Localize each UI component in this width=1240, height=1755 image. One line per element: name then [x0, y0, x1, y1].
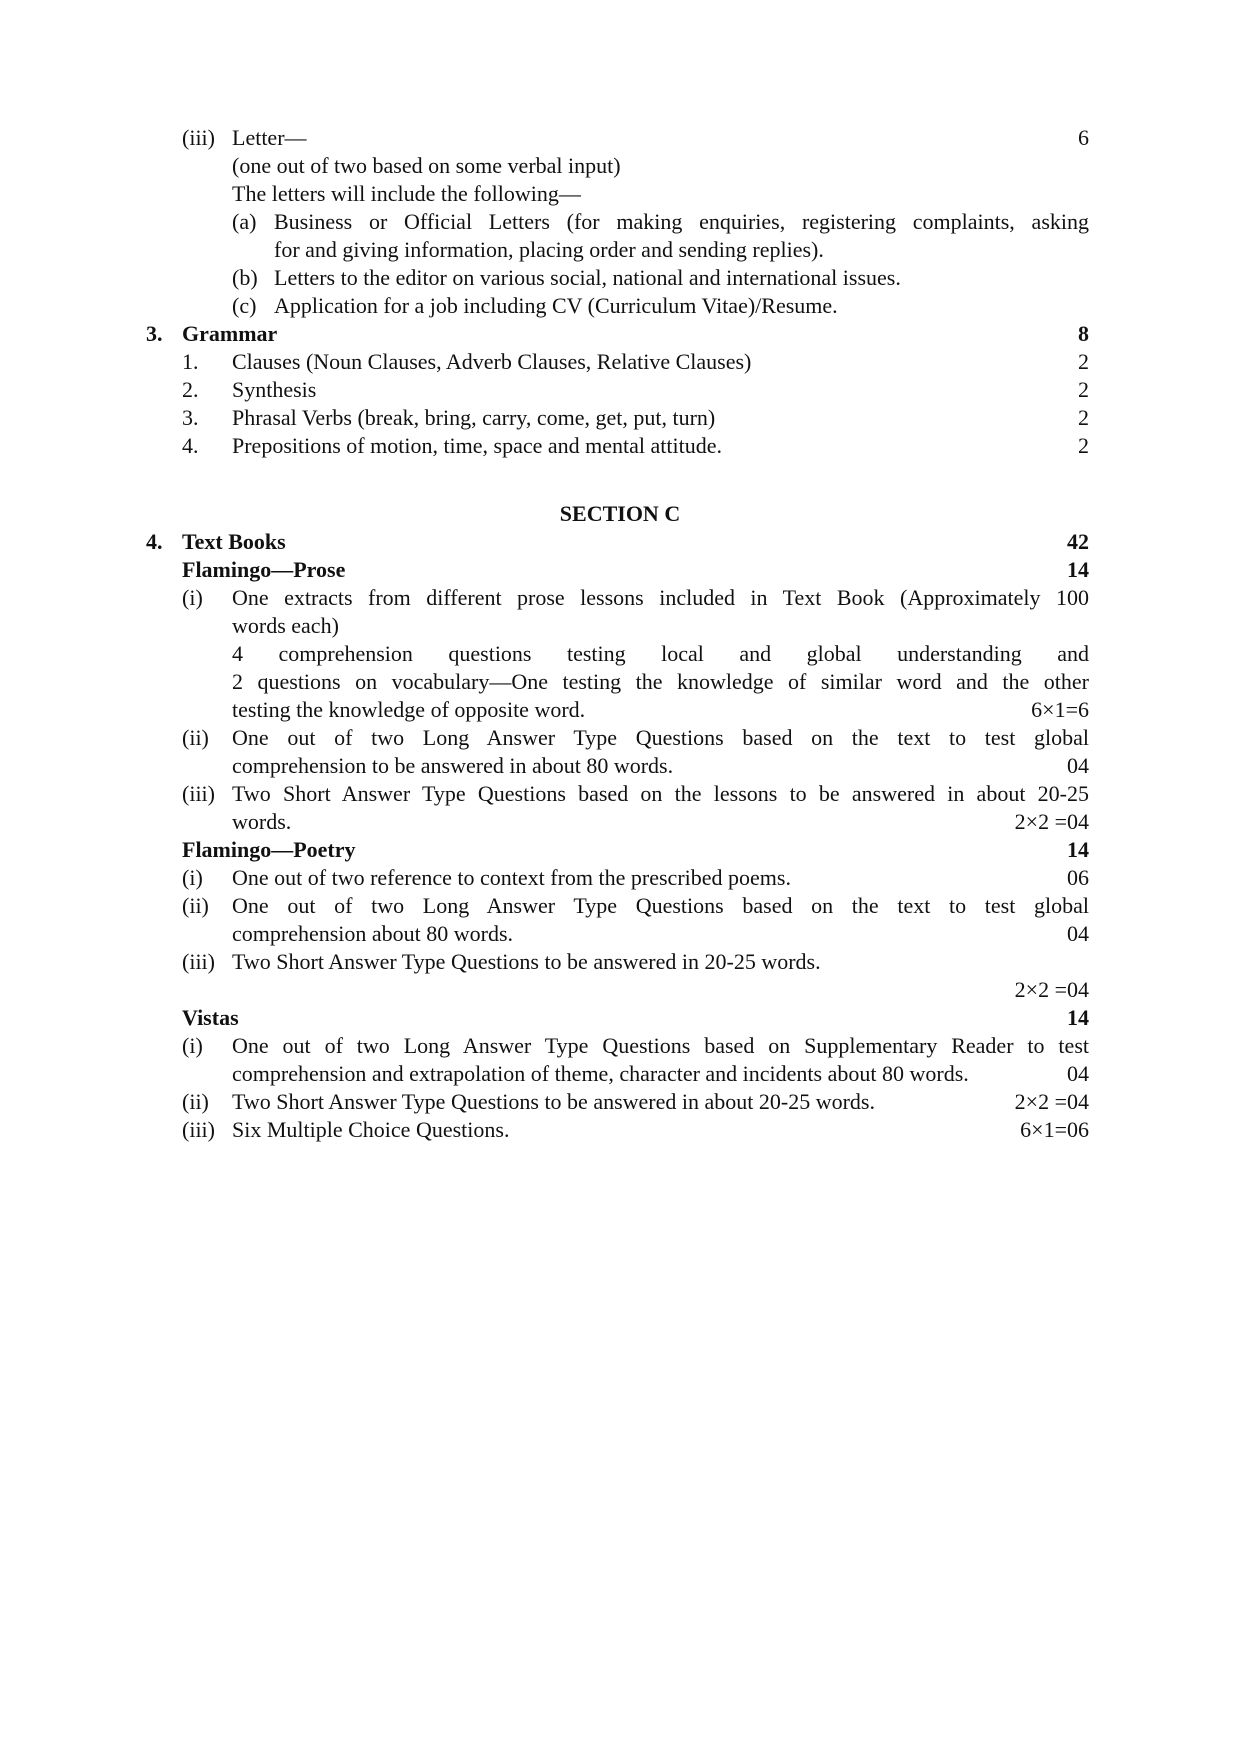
poetry-item-number: (ii)	[182, 893, 209, 918]
letter-marks: 6	[1078, 125, 1089, 150]
vistas-item-number: (i)	[182, 1033, 203, 1058]
vistas-item-line: comprehension and extrapolation of theme, character and incidents about 80 words.	[232, 1061, 969, 1086]
letter-intro: The letters will include the following—	[232, 181, 581, 206]
poetry-item-line: Two Short Answer Type Questions to be answered in 20-25 words.	[232, 949, 821, 974]
grammar-item-number: 4.	[182, 433, 199, 458]
grammar-item-text: Clauses (Noun Clauses, Adverb Clauses, Relative Clauses)	[232, 349, 752, 374]
prose-item-marks: 2×2 =04	[1014, 809, 1089, 834]
vistas-item-line: Two Short Answer Type Questions to be answered in about 20-25 words.	[232, 1089, 875, 1114]
prose-item-marks: 6×1=6	[1031, 697, 1089, 722]
prose-marks: 14	[1067, 557, 1089, 582]
grammar-marks: 8	[1078, 321, 1089, 346]
poetry-item-marks: 04	[1067, 921, 1089, 946]
letter-number: (iii)	[182, 125, 215, 150]
prose-item-line: words each)	[232, 613, 339, 638]
poetry-item-line: comprehension about 80 words.	[232, 921, 514, 946]
letter-item-a-line1: Business or Official Letters (for making enquiries, registering complaints, asking	[274, 209, 1089, 234]
grammar-item-text: Phrasal Verbs (break, bring, carry, come, get, put, turn)	[232, 405, 716, 430]
letter-item-label-a: (a)	[232, 209, 257, 234]
section-heading: SECTION C	[559, 501, 681, 526]
grammar-title: Grammar	[182, 321, 278, 346]
grammar-item-text: Synthesis	[232, 377, 317, 402]
grammar-item-number: 3.	[182, 405, 199, 430]
prose-item-line: Two Short Answer Type Questions based on the lessons to be answered in about 20-25	[232, 781, 1089, 806]
prose-item-line: One out of two Long Answer Type Questions based on the text to test global	[232, 725, 1089, 750]
grammar-item-marks: 2	[1078, 405, 1089, 430]
vistas-item-marks: 6×1=06	[1020, 1117, 1089, 1142]
poetry-item-number: (iii)	[182, 949, 215, 974]
vistas-item-line: One out of two Long Answer Type Questions based on Supplementary Reader to test	[232, 1033, 1089, 1058]
grammar-item-number: 1.	[182, 349, 199, 374]
prose-item-line: One extracts from different prose lessons included in Text Book (Approximately 100	[232, 585, 1089, 610]
prose-item-line: 2 questions on vocabulary—One testing the knowledge of similar word and the other	[232, 669, 1089, 694]
vistas-marks: 14	[1067, 1005, 1089, 1030]
letter-item-label-c: (c)	[232, 293, 257, 318]
letter-item-a-line2: for and giving information, placing order and sending replies).	[274, 237, 824, 262]
vistas-item-line: Six Multiple Choice Questions.	[232, 1117, 510, 1142]
vistas-title: Vistas	[182, 1005, 239, 1030]
grammar-item-number: 2.	[182, 377, 199, 402]
vistas-item-marks: 04	[1067, 1061, 1089, 1086]
poetry-item-line: One out of two Long Answer Type Questions based on the text to test global	[232, 893, 1089, 918]
vistas-item-number: (ii)	[182, 1089, 209, 1114]
letter-item-label-b: (b)	[232, 265, 258, 290]
vistas-item-number: (iii)	[182, 1117, 215, 1142]
grammar-item-marks: 2	[1078, 349, 1089, 374]
poetry-item-line: One out of two reference to context from the prescribed poems.	[232, 865, 791, 890]
prose-item-marks: 04	[1067, 753, 1089, 778]
prose-item-line: testing the knowledge of opposite word.	[232, 697, 586, 722]
letter-title: Letter—	[232, 125, 307, 150]
prose-item-line: comprehension to be answered in about 80 words.	[232, 753, 674, 778]
grammar-number: 3.	[146, 321, 163, 346]
poetry-item-marks: 2×2 =04	[1014, 977, 1089, 1002]
grammar-item-marks: 2	[1078, 433, 1089, 458]
grammar-item-text: Prepositions of motion, time, space and mental attitude.	[232, 433, 723, 458]
textbooks-marks: 42	[1067, 529, 1089, 554]
prose-item-number: (iii)	[182, 781, 215, 806]
letter-item-c: Application for a job including CV (Curriculum Vitae)/Resume.	[274, 293, 838, 318]
textbooks-title: Text Books	[182, 529, 286, 554]
prose-item-line: 4 comprehension questions testing local and global understanding and	[232, 641, 1089, 666]
prose-item-number: (i)	[182, 585, 203, 610]
poetry-item-marks: 06	[1067, 865, 1089, 890]
vistas-item-marks: 2×2 =04	[1014, 1089, 1089, 1114]
prose-title: Flamingo—Prose	[182, 557, 346, 582]
poetry-marks: 14	[1067, 837, 1089, 862]
letter-item-b: Letters to the editor on various social, national and international issues.	[274, 265, 901, 290]
letter-note: (one out of two based on some verbal input)	[232, 153, 621, 178]
poetry-title: Flamingo—Poetry	[182, 837, 356, 862]
prose-item-line: words.	[232, 809, 292, 834]
prose-item-number: (ii)	[182, 725, 209, 750]
textbooks-number: 4.	[146, 529, 163, 554]
grammar-item-marks: 2	[1078, 377, 1089, 402]
poetry-item-number: (i)	[182, 865, 203, 890]
